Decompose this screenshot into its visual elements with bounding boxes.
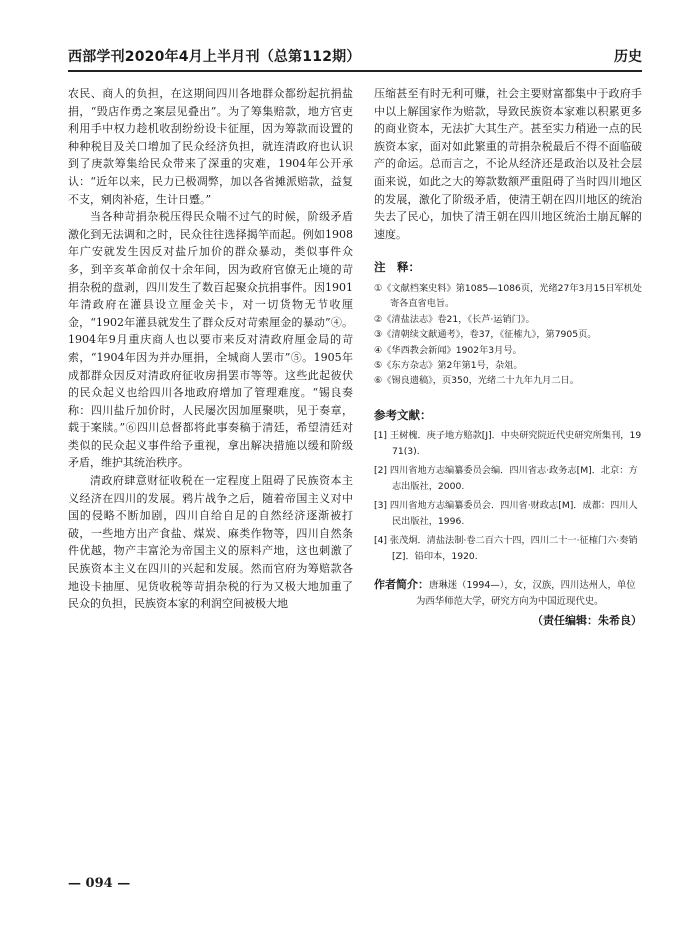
reference-item: [4] 张茂炯．清盐法制·卷二百六十四，四川二十一·征榷门六·奏销[Z]．铅印本，1920. — [374, 535, 638, 563]
paragraph: 当各种苛捐杂税压得民众喘不过气的时候，阶级矛盾激化到无法调和之时，民众往往选择揭竿而起。例如1908年广安就发生因反对盐斤加价的群众暴动，类似事件众多，到辛亥革命前仅十余年间，因为政府官僚无止境的苛捐杂税的盘剥，四川发生了数百起聚众抗捐事件。因1901年清政府在灌县设立厘金关卡，对一切货物无节收厘金，“1902年灌县就发生了群众反对苛索厘金的暴动”④。1904年9月重庆商人也以要市来反对清政府厘金局的苛索，“1904年因为并办厘捐，全城商人罢市”⑤。1905年成都群众因反对清政府征收房捐罢市等等。这些此起彼伏的民众起义也给四川各地政府增加了管理难度。“锡良奏称：四川盐斤加价时，人民屡次因加厘聚哄，见于奏章，载于案牍。”⑥四川总督都将此事奏稿于清廷，希望清廷对类似的民众起义事件给予重视，拿出解决措施以缓和阶级矛盾，维护其统治秩序。 — [68, 210, 353, 470]
author-bio-label: 作者简介： — [374, 578, 429, 592]
journal-title: 西部学刊2020年4月上半月刊（总第112期） — [68, 49, 361, 65]
notes-title: 注 释： — [374, 260, 420, 275]
paragraph: 压缩甚至有时无利可赚，社会主要财富都集中于政府手中以上解国家作为赔款，导致民族资本家难以积累更多的商业资本，无法扩大其生产。甚至实力稍逊一点的民族资本家，面对如此繁重的苛捐杂税最后不得不面临破产的命运。总而言之，不论从经济还是政治以及社会层面来说，如此之大的筹款数额严重阻碍了当时四川地区的发展，激化了阶级矛盾，使清王朝在四川地区的统治失去了民心，加快了清王朝在四川地区统治土崩瓦解的速度。 — [374, 87, 642, 241]
paragraph: 农民、商人的负担，在这期间四川各地群众都纷起抗捐盐捐，“毁店作勇之案层见叠出”。为了筹集赔款，地方官吏利用手中权力趁机收刮纷纷设卡征厘，因为筹款而设置的种种税目及关口增加了民众经济负担，就连清政府也认识到了庚款筹集给民众带来了深重的灾难，1904年公开承认：“近年以来，民力已极凋弊，加以各省摊派赔款，益复不支，剜肉补疮，生计日蹙。” — [68, 87, 353, 206]
note-item: ③《清朝续文献通考》，卷37，《征榷九》，第7905页。 — [374, 329, 597, 341]
reference-item: [1] 王树槐．庚子地方赔款[J]．中央研究院近代史研究所集刊，1971(3). — [374, 430, 642, 458]
page-header — [68, 44, 642, 72]
note-item: ⑤《东方杂志》第2年第1号，杂俎。 — [374, 359, 523, 371]
note-item: ①《文献档案史料》第1085—1086页，光绪27年3月15日军机处寄各直省电旨。 — [374, 282, 642, 310]
author-bio-text: 唐琳迷（1994—），女，汉族，四川达州人，单位 — [429, 580, 636, 592]
reference-item: [3] 四川省地方志编纂委员会．四川省·财政志[M]．成都：四川人民出版社，1996. — [374, 500, 638, 528]
right-column — [374, 85, 642, 630]
reference-item: [2] 四川省地方志编纂委员会编．四川省志·政务志[M]．北京：方志出版社，2000. — [374, 465, 638, 493]
note-item: ⑥《锡良遗稿》，页350，光绪二十九年九月二日。 — [374, 375, 579, 387]
left-column — [68, 85, 353, 613]
author-bio — [374, 577, 642, 610]
note-item: ②《清盐法志》卷21，《长芦·运销门》。 — [374, 313, 535, 325]
section-label: 历史 — [614, 49, 642, 65]
author-bio-text-cont: 为西华师范大学，研究方向为中国近现代史。 — [416, 596, 604, 608]
responsible-editor: （责任编辑：朱希良） — [532, 614, 642, 628]
references-title: 参考文献： — [374, 407, 432, 422]
paragraph: 清政府肆意财征收税在一定程度上阻碍了民族资本主义经济在四川的发展。鸦片战争之后，随着帝国主义对中国的侵略不断加剧，四川自给自足的自然经济逐渐被打破，一些地方出产食盐、煤炭、麻类作物等，四川自然条件优越，物产丰富沦为帝国主义的原料产地，这也刺激了民族资本主义在四川的兴起和发展。然而官府为筹赔款各地设卡抽厘、见货收税等苛捐杂税的行为又极大地加重了民众的负担，民族资本家的利润空间被极大地 — [68, 474, 353, 611]
note-item: ④《华西教会新闻》1902年3月号。 — [374, 344, 522, 356]
page-number: — 094 — — [68, 876, 131, 891]
